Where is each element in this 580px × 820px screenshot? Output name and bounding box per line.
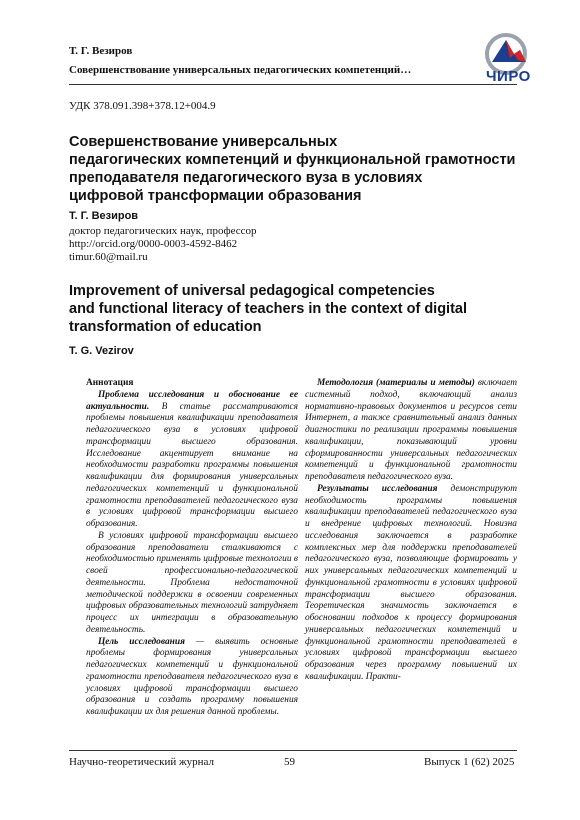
methodology-label: Методология (материалы и методы) [317, 378, 475, 388]
header-author: Т. Г. Везиров [69, 45, 133, 57]
footer-issue: Выпуск 1 (62) 2025 [424, 756, 515, 768]
author-name-en: T. G. Vezirov [69, 345, 134, 357]
title-en-line: Improvement of universal pedagogical competencies [69, 283, 435, 299]
author-degree: доктор педагогических наук, профессор [69, 225, 257, 237]
title-en-line: and functional literacy of teachers in the context of digital [69, 301, 468, 317]
goal-label: Цель исследования [98, 636, 185, 647]
abstract-column-right [305, 378, 517, 684]
article-title-en [69, 282, 519, 336]
author-name: Т. Г. Везиров [69, 210, 139, 222]
udc-code: УДК 378.091.398+378.12+004.9 [69, 100, 216, 112]
author-orcid-link[interactable]: http://orcid.org/0000-0003-4592-8462 [69, 238, 238, 250]
relevance-text: В статье рассматриваются проблемы повышения квалификации преподавателя педагогического вуза в условиях цифровой трансформации высшего образования. Исследование акцентирует внимание на необходимости разработки программы повышения квалификации для формирования универсальных педагогических компетенций и функциональной грамотности преподавателей педагогического вуза в условиях цифровой трансформации высшего образования. [86, 401, 299, 529]
results-label: Результаты исследования [317, 483, 438, 494]
abstract-methodology [305, 378, 517, 484]
methodology-text: включает системный подход, включающий анализ нормативно-правовых документов и ресурсов сети Интернет, а также сравнительный анализ данных диагностики по реализации программы повышения квалификации, показывающий уровни сформированности универсальных педагогических компетенций и функциональной грамотности преподавателя педагогического вуза. [305, 378, 518, 482]
title-ru-line: Совершенствование универсальных [69, 134, 338, 150]
header-divider [69, 84, 517, 85]
footer-divider [69, 750, 517, 751]
author-email-link[interactable]: timur.60@mail.ru [69, 251, 148, 263]
title-ru-line: цифровой трансформации образования [69, 188, 362, 204]
author-info [69, 210, 257, 264]
title-ru-line: преподавателя педагогического вуза в условиях [69, 170, 423, 186]
abstract-context: В условиях цифровой трансформации высшего образования преподаватели сталкиваются с необходимостью применять цифровые технологии в своей профессионально-педагогической деятельности. Проблема недостаточной методической поддержки в освоении современных цифровых образовательных технологий затрудняет процесс их интеграции в образовательную деятельность. [86, 530, 298, 635]
title-en-line: transformation of education [69, 319, 262, 335]
goal-text: — выявить основные проблемы формирования универсальных педагогических компетенций и функциональной грамотности преподавателя педагогического вуза в условиях цифровой трансформации высшего образования и создать программу повышения квалификации их для решения данной проблемы. [86, 636, 298, 717]
relevance-label: Проблема исследования и обоснование ее актуальности. [86, 389, 298, 412]
running-header [69, 44, 509, 77]
results-text: демонстрируют необходимость программы повышения квалификации преподавателей педагогического вуза и внедрение цифровых технологий. Новизна исследования заключается в разработке комплексных мер для поддержки преподавателей педагогического вуза, позволяющие формировать у них универсальных педагогических компетенций и функциональной грамотности в условиях цифровой трансформации высшего образования. Теоретическая значимость заключается в обосновании подходов к процессу формирования универсальных педагогических компетенций и функциональной грамотности преподавателей в условиях цифровой трансформации высшего образования через программу повышений их квалификации. Практи- [305, 483, 517, 682]
article-title-ru [69, 133, 519, 205]
abstract-relevance [86, 390, 298, 531]
footer-page-number: 59 [284, 756, 295, 768]
header-running-title: Совершенствование универсальных педагогических компетенций… [69, 64, 412, 76]
abstract-results [305, 484, 517, 684]
title-ru-line: педагогических компетенций и функциональной грамотности [69, 152, 516, 168]
logo-text: ЧИРО [486, 68, 531, 85]
footer-journal: Научно-теоретический журнал [69, 756, 215, 768]
abstract-column-left [86, 378, 298, 719]
abstract-heading: Аннотация [86, 378, 134, 388]
abstract-goal [86, 637, 298, 719]
